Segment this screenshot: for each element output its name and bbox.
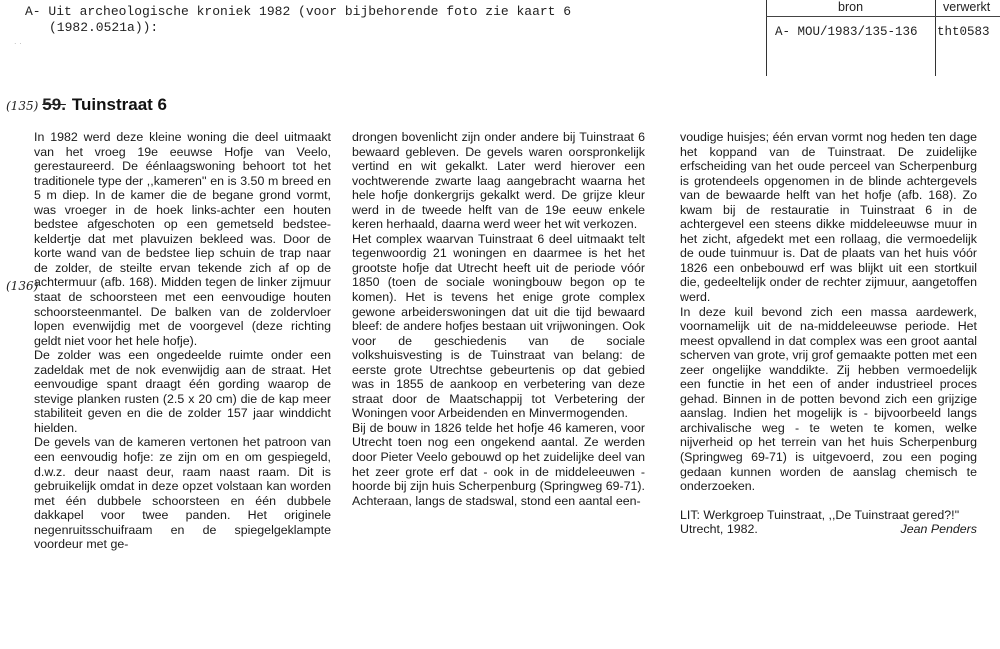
header-verwerkt: verwerkt [943, 0, 991, 14]
table-column-divider [935, 0, 936, 76]
section-heading: Tuinstraat 6 [71, 95, 168, 114]
section-title [6, 95, 167, 115]
paragraph: De gevels van de kameren vertonen het patroon van een eenvoudig hofje: ze zijn om en om gespiegeld, d.w.z. deur naast deur, raam naast raam. Dit is gebruikelijk omdat in deze opzet volstaan kan worden met één dubbele schoorsteen en één dubbele dakkapel voor twee panden. Het originele negenruitsschuifraam en de spiegelgeklampte voordeur met ge- [34, 435, 331, 552]
bron-value: A- MOU/1983/135-136 [775, 25, 918, 39]
literature-reference [680, 508, 977, 523]
handwritten-margin-note: (136) [6, 279, 39, 293]
verwerkt-value: tht0583 [937, 25, 990, 39]
literature-footer [680, 522, 977, 537]
table-border-left [766, 0, 767, 76]
text-column-2 [352, 130, 645, 508]
struck-section-number: 59. [42, 95, 66, 114]
header-reference-line: (1982.0521a)): [49, 20, 159, 35]
paragraph: Het complex waarvan Tuinstraat 6 deel uitmaakt telt tegenwoordig 21 woningen en daarmee is het het grootste hofje dat Utrecht heeft uit de periode vóór 1850 (toen de sociale woningbouw begon op te komen). Het is tevens het enige grote complex gewone arbeiderswoningen dat uit die tijd bewaard bleef: de andere hofjes bestaan uit vrijwoningen. Ook voor de geschiedenis van de sociale volkshuisvesting is de Tuinstraat van belang: de eerste grote Utrechtse gebeurtenis op dat gebied was in 1855 de aankoop en verbetering van deze straat door de Maatschappij tot Verbetering der Woningen voor Arbeidenden en Minvermogenden. [352, 231, 645, 421]
paragraph: drongen bovenlicht zijn onder andere bij Tuinstraat 6 bewaard gebleven. De gevels waren oorspronkelijk vertind en wit gekalkt. Later werd hierover een vochtwerende zwarte laag aangebracht waarna het hele hofje donkergrijs gekalkt werd. De grijze kleur werd in de tweede helft van de 19e eeuw enkele keren herhaald, daarna werd weer het wit verkozen. [352, 130, 645, 232]
header-bron: bron [838, 0, 864, 14]
paragraph: Bij de bouw in 1826 telde het hofje 46 kameren, voor Utrecht toen nog een ongekend aantal. Ze werden door Pieter Veelo gebouwd op het zuidelijke deel van het zeer grote erf dat - ook in de middeleeuwen - hoorde bij zijn huis Scherpenburg (Springweg 69-71). Achteraan, langs de stadswal, stond een aantal een- [352, 420, 645, 508]
paragraph: De zolder was een ongedeelde ruimte onder een zadeldak met de nok evenwijdig aan de straat. Het eenvoudige spant draagt één gording waarop de stevige planken rusten (2.5 x 20 cm) die de kap meer stabiliteit geven en die de zolder 157 jaar winddicht hielden. [34, 348, 331, 435]
header-title-line: A- Uit archeologische kroniek 1982 (voor bijbehorende foto zie kaart 6 [25, 4, 572, 19]
text-column-3 [680, 130, 977, 537]
literature-line-1: LIT: Werkgroep Tuinstraat, ,,De Tuinstraat gered?!'' [680, 507, 960, 522]
paragraph: voudige huisjes; één ervan vormt nog heden ten dage het koppand van de Tuinstraat. De zuidelijke erfscheiding van het oude perceel van Scherpenburg is grotendeels opgenomen in de blinde achtergevels van de bewaarde helft van het hofje (afb. 168). Zo kwam bij de restauratie in Tuinstraat 6 in de achtergevel een steens dikke middeleeuwse muur in het zicht, afgedekt met een rollaag, die vermoedelijk de oude tuinmuur is. Dat de plaats van het huis vóór 1826 een onbebouwd erf was blijkt uit een stortkuil die, gedeeltelijk onder de rechter zijmuur, aangetoffen werd. [680, 130, 977, 305]
handwritten-page-note: (135) [6, 99, 39, 113]
paragraph: In 1982 werd deze kleine woning die deel uitmaakt van het vroeg 19e eeuwse Hofje van Veelo, gerestaureerd. De éénlaagswoning behoort tot het traditionele type der ,,kameren'' en is 3.50 m breed en 5 m diep. In de kamer die de begane grond vormt, was vroeger in de hoek links-achter een houten bedstee afgeschoten op een gemetseld bedstee-keldertje dat met plavuizen bekleed was. Door de korte wand van de bedstee liep schuin de trap naar de zolder, de steilte ervan tekende zich af op de achtermuur (afb. 168). Midden tegen de linker zijmuur staat de schoorsteen met een eenvoudige houten schoorsteenmantel. De balken van de zoldervloer lopen evenwijdig met de voorgevel (deze richting geldt niet voor het hele hofje). [34, 130, 331, 348]
table-header-divider [766, 16, 1000, 17]
text-column-1 [34, 130, 331, 552]
source-table [766, 0, 1000, 76]
paragraph: In deze kuil bevond zich een massa aardewerk, voornamelijk uit de na-middeleeuwse periode. Het meest opvallend in dat complex was een groot aantal scherven van grote, vrij grof gemaakte potten met een zeer ongelijke wanddikte. Zij hebben vermoedelijk een functie in het een of ander industrieel proces gehad. Binnen in de potten bevond zich een grijzige aanslag. Indien het mogelijk is - bijvoorbeeld langs archivalische weg - te weten te komen, welke nijverheid op het terrein van het huis Scherpenburg (Springweg 69-71) is uitgevoerd, zou een poging gedaan kunnen worden de aanslag chemisch te onderzoeken. [680, 304, 977, 494]
literature-line-2: Utrecht, 1982. [680, 522, 758, 537]
author-name: Jean Penders [900, 522, 977, 537]
scan-artifact: . . [14, 37, 22, 46]
